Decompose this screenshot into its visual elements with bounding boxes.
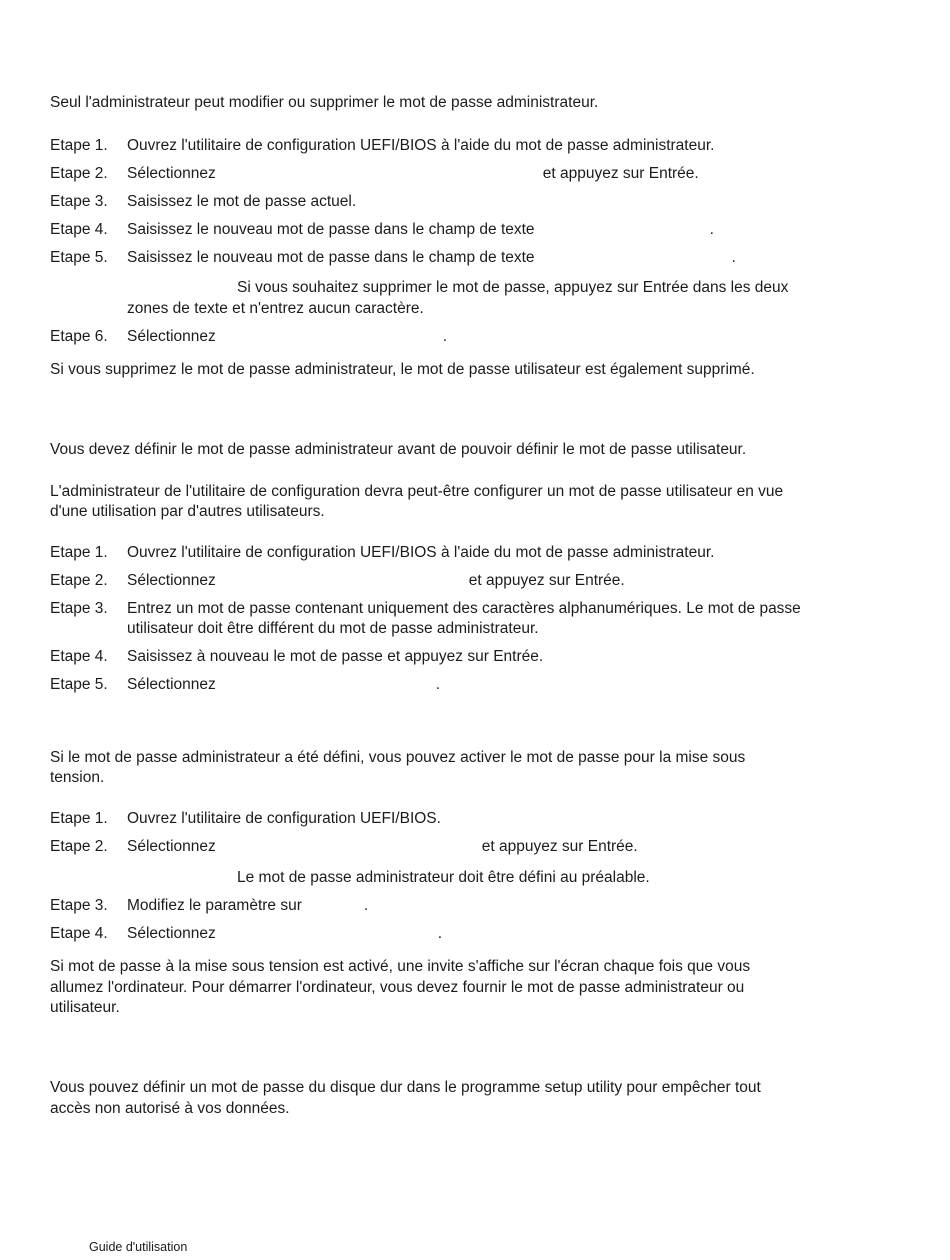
steps-change-admin-password xyxy=(50,136,895,348)
step-row xyxy=(50,896,895,917)
step-text: Saisissez à nouveau le mot de passe et appuyez sur Entrée. xyxy=(127,648,544,665)
hidden-text-gap xyxy=(216,850,482,851)
step-text-after-gap: . xyxy=(363,896,369,914)
step-label: Etape 2. xyxy=(50,838,108,855)
step-row xyxy=(50,327,895,348)
step-label: Etape 5. xyxy=(50,248,108,266)
step-text-before-gap: Sélectionnez xyxy=(127,571,216,589)
note-paragraph xyxy=(127,868,895,889)
step-row xyxy=(50,164,895,185)
footer-guide-label: Guide d'utilisation xyxy=(89,1240,188,1254)
step-text: Ouvrez l'utilitaire de configuration UEFI/BIOS à l'aide du mot de passe administrateur. xyxy=(127,543,715,561)
step-row xyxy=(50,220,895,241)
step-row xyxy=(50,192,895,213)
step-text: Ouvrez l'utilitaire de configuration UEFI/BIOS à l'aide du mot de passe administrateur. xyxy=(127,136,715,154)
step-text xyxy=(127,599,895,640)
page-footer xyxy=(89,1240,187,1255)
step-label: Etape 3. xyxy=(50,192,108,210)
step-text-after-gap: . xyxy=(442,327,448,345)
step-label: Etape 5. xyxy=(50,676,108,693)
step-text-before-gap: Sélectionnez xyxy=(127,164,216,182)
hidden-text-gap xyxy=(216,688,436,689)
step-text xyxy=(127,924,895,945)
step-text xyxy=(127,220,895,241)
paragraph-hdd-password-intro xyxy=(50,1078,895,1119)
steps-enable-power-on-password xyxy=(50,809,895,944)
hidden-text-gap xyxy=(302,909,364,910)
step-text-after-gap: . xyxy=(437,924,443,942)
hidden-text-gap xyxy=(535,233,710,234)
step-label: Etape 1. xyxy=(50,543,108,561)
step-label: Etape 2. xyxy=(50,164,108,182)
hidden-text-gap xyxy=(535,261,732,262)
hidden-text-gap xyxy=(216,937,438,938)
paragraph-power-on-password-effect xyxy=(50,957,895,1019)
step-text xyxy=(127,837,895,858)
paragraph-line: Si le mot de passe administrateur a été défini, vous pouvez activer le mot de passe pour la mise sous xyxy=(50,748,746,766)
note-line: Si vous souhaitez supprimer le mot de passe, appuyez sur Entrée dans les deux xyxy=(237,279,789,296)
step-label: Etape 6. xyxy=(50,327,108,345)
step-label: Etape 1. xyxy=(50,810,108,827)
step-label: Etape 1. xyxy=(50,136,108,154)
step-text xyxy=(127,896,895,917)
step-text-after-gap: et appuyez sur Entrée. xyxy=(468,571,625,589)
step-label: Etape 4. xyxy=(50,220,108,238)
step-label: Etape 4. xyxy=(50,924,108,942)
step-text-before-gap: Modifiez le paramètre sur xyxy=(127,896,302,914)
step-row xyxy=(50,647,895,668)
step-text-after-gap: . xyxy=(435,676,441,693)
paragraph-user-password-requires-admin: Vous devez définir le mot de passe administrateur avant de pouvoir définir le mot de passe utilisateur. xyxy=(50,440,747,458)
paragraph-line: Vous pouvez définir un mot de passe du disque dur dans le programme setup utility pour empêcher tout xyxy=(50,1079,761,1096)
paragraph-line: d'une utilisation par d'autres utilisateurs. xyxy=(50,503,325,520)
step-text-before-gap: Sélectionnez xyxy=(127,924,216,942)
paragraph-line: tension. xyxy=(50,769,105,786)
step-row xyxy=(50,136,895,157)
step-text-before-gap: Saisissez le nouveau mot de passe dans le champ de texte xyxy=(127,220,535,238)
paragraph-line: L'administrateur de l'utilitaire de configuration devra peut-être configurer un mot de passe utilisateur en vue xyxy=(50,482,784,500)
step-text-before-gap: Sélectionnez xyxy=(127,838,216,855)
step-label: Etape 3. xyxy=(50,599,108,617)
step-text xyxy=(127,327,895,348)
step-text-line: utilisateur doit être différent du mot de passe administrateur. xyxy=(127,620,539,637)
step-text xyxy=(127,248,895,269)
paragraph-line: Si mot de passe à la mise sous tension est activé, une invite s'affiche sur l'écran chaque fois que vous xyxy=(50,958,751,975)
paragraph-line: accès non autorisé à vos données. xyxy=(50,1099,290,1117)
step-text-after-gap: . xyxy=(709,220,714,238)
step-text-before-gap: Saisissez le nouveau mot de passe dans le champ de texte xyxy=(127,248,535,266)
step-label: Etape 4. xyxy=(50,648,108,665)
hidden-text-gap xyxy=(216,584,469,585)
step-row xyxy=(50,837,895,858)
hidden-text-gap xyxy=(216,340,443,341)
step-row xyxy=(50,809,895,830)
note-line: Le mot de passe administrateur doit être défini au préalable. xyxy=(237,868,650,886)
step-row xyxy=(50,543,895,564)
step-text-after-gap: et appuyez sur Entrée. xyxy=(481,838,638,855)
step-row xyxy=(50,599,895,640)
step-row xyxy=(50,675,895,696)
step-text xyxy=(127,164,895,185)
steps-set-user-password xyxy=(50,543,895,696)
step-row xyxy=(50,571,895,592)
step-text-after-gap: et appuyez sur Entrée. xyxy=(542,164,699,182)
step-text xyxy=(127,571,895,592)
step-label: Etape 3. xyxy=(50,896,108,914)
step-text-line: Entrez un mot de passe contenant uniquement des caractères alphanumériques. Le mot de passe xyxy=(127,599,801,617)
paragraph-delete-admin-effect: Si vous supprimez le mot de passe administrateur, le mot de passe utilisateur est également supprimé. xyxy=(50,360,755,378)
step-text-before-gap: Sélectionnez xyxy=(127,676,216,693)
paragraph-admin-may-configure xyxy=(50,482,895,523)
step-label: Etape 2. xyxy=(50,571,108,589)
paragraph-power-on-password-intro xyxy=(50,748,895,789)
step-text: Saisissez le mot de passe actuel. xyxy=(127,192,357,210)
step-text xyxy=(127,675,895,696)
paragraph-admin-only: Seul l'administrateur peut modifier ou supprimer le mot de passe administrateur. xyxy=(50,94,599,111)
step-row xyxy=(50,248,895,269)
paragraph-line: allumez l'ordinateur. Pour démarrer l'ordinateur, vous devez fournir le mot de passe administrateur ou xyxy=(50,978,745,996)
paragraph-line: utilisateur. xyxy=(50,999,120,1016)
note-line: zones de texte et n'entrez aucun caractère. xyxy=(127,299,424,317)
note-paragraph xyxy=(127,278,895,319)
hidden-text-gap xyxy=(216,177,543,178)
step-row xyxy=(50,924,895,945)
step-text-before-gap: Sélectionnez xyxy=(127,327,216,345)
step-text: Ouvrez l'utilitaire de configuration UEFI/BIOS. xyxy=(127,810,441,827)
step-text-after-gap: . xyxy=(731,248,736,266)
